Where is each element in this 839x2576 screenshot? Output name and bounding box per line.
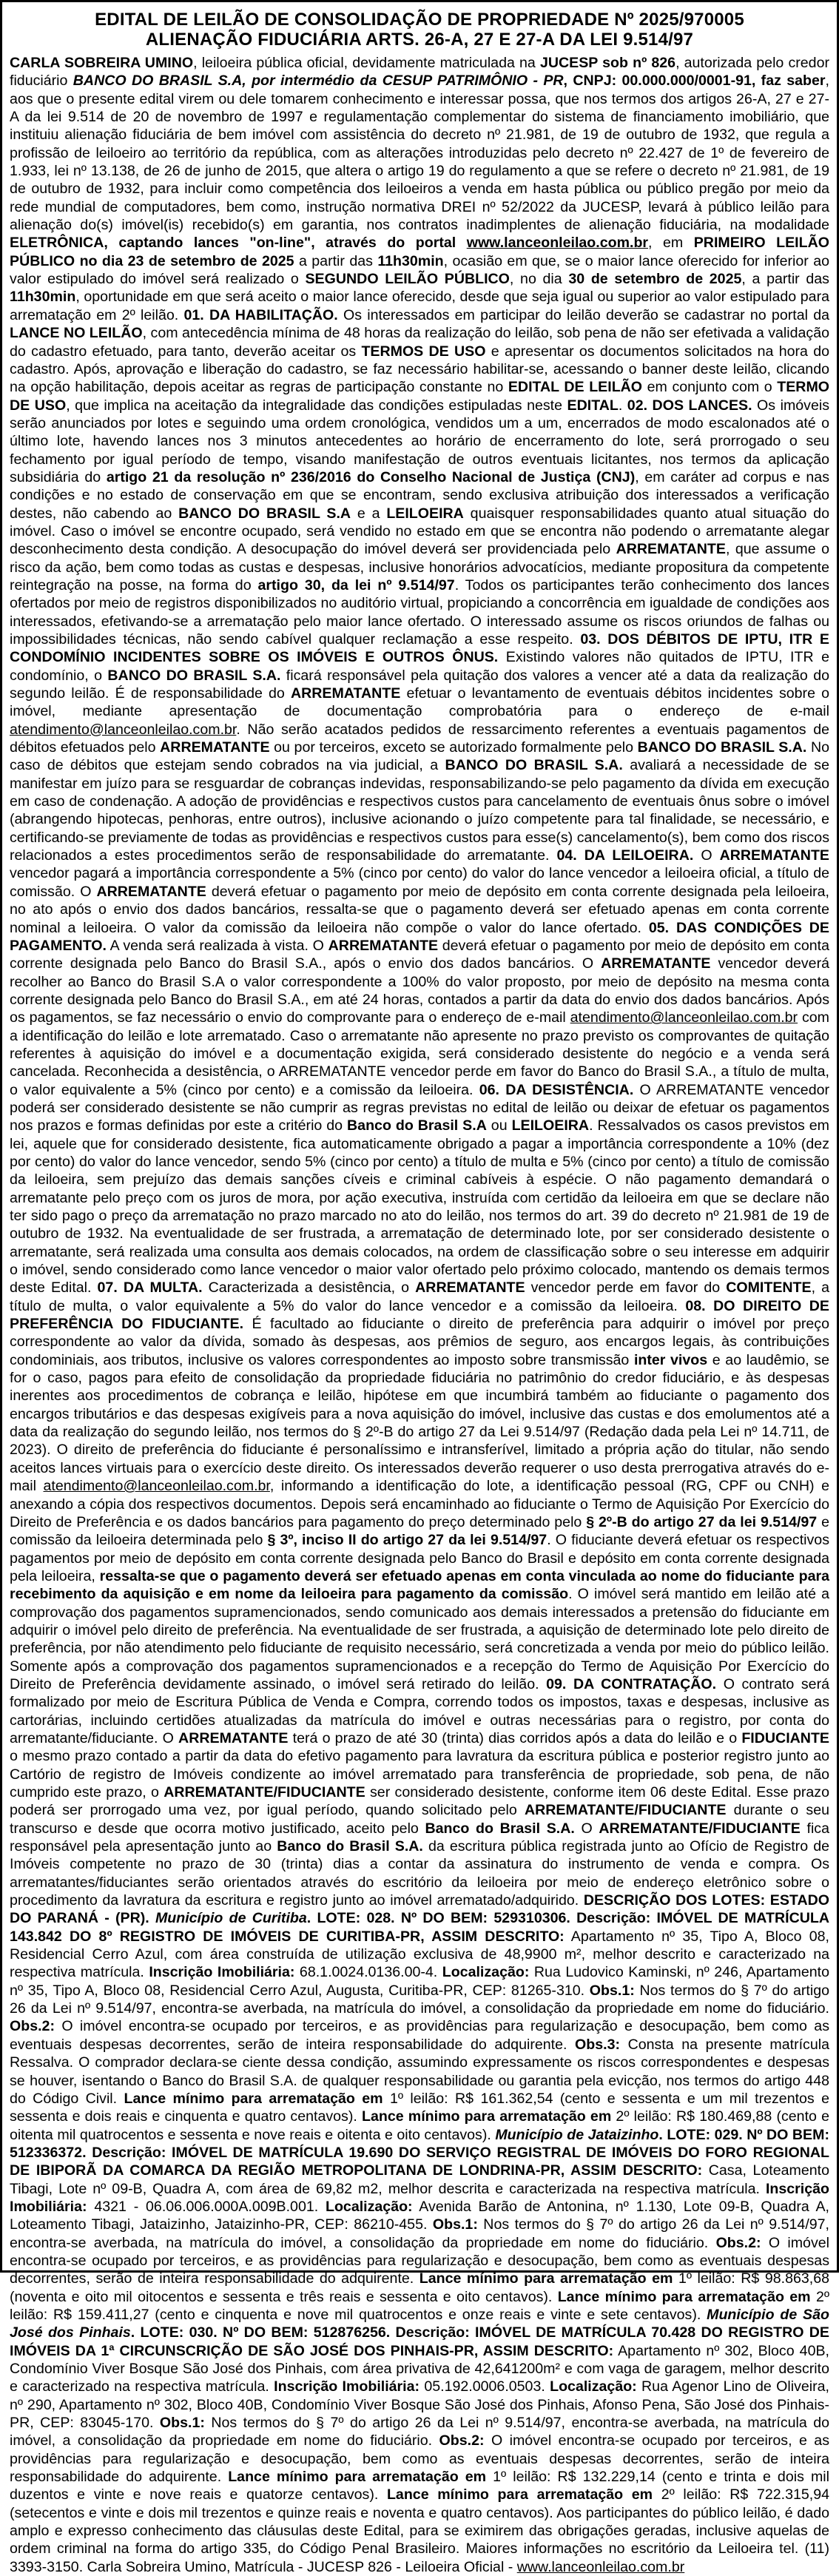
text-segment: O contrato será formalizado por meio de Escritura Pública de Venda e Compra, correndo todos os impostos, taxas e despesas, inclusive as cartorárias, incluindo certidões atualizadas da matrícula do imóvel e outras necessárias para o registro, por conta do arrematante/fiduciante. O [10,1675,830,1746]
text-segment: , com antecedência mínima de 48 horas da realização do leilão, sob pena de não ser efetivada a validação do cadastro efetuado, para tanto, deverão aceitar os [10,325,829,360]
bold-term: Obs.1: [432,2216,478,2233]
section-desistencia: 06. DA DESISTÊNCIA. [479,1081,634,1098]
text-segment: . Ressalvados os casos previstos em lei, aquele que for considerado desistente, fica automaticamente obrigado a pagar a importância correspondente a 10% (dez por cento) do valor do lance vencedor, sendo 5% (cinco por cento) a título de multa e 5% (cinco por cento) a título de comissão da leiloeira, sem prejuízo das demais sanções cíveis e criminal cabíveis à espécie. O não pagamento demandará o arrematante pelo preço com os juros de mora, por ação executiva, instruída com certidão da leiloeira em que se declare não ter sido pago o preço da arrematação no prazo marcado no ato do leilão, nos termos do art. 39 do decreto nº 21.981 de 19 de outubro de 1932. Na eventualidade de ser frustrada, a arrematação de determinado lote, por ser considerado desistente o arrematante, será realizada uma consulta aos demais colocados, na ordem de classificação sobre o seu interesse em adquirir o imóvel, sendo considerado como lance vencedor o maior valor ofertado pelo próximo colocado, mantendo os demais termos deste Edital. [10,1117,829,1297]
text-segment: Nos termos do § 7º do artigo 26 da Lei nº 9.514/97, encontra-se averbada, na matrícula do imóvel, a consolidação da propriedade em nome do fiduciário. [10,1982,829,2017]
bold-term: Obs.1: [589,1982,635,1999]
bold-term: Localização: [442,1964,530,1981]
text-segment: O [574,1820,599,1837]
text-segment: vencedor perde em favor do [525,1279,727,1297]
bold-term: ARREMATANTE/FIDUCIANTE [524,1802,727,1819]
bold-term: Lance mínimo para arrematação em [386,2486,653,2503]
jucesp-registration: JUCESP sob nº 826 [539,55,676,71]
text-segment: O imóvel encontra-se ocupado por terceiros, e as providências para regularização e desocupação, bem como as eventuais despesas decorrentes, serão de inteira responsabilidade do adquirente. [10,2234,830,2287]
text-segment: Consta na presente matrícula Ressalva. O comprador declara-se ciente dessa condição, assumindo expressamente os riscos correspondentes e despesas se houver, isentando o Banco do Brasil S.A. de qualquer responsabilidade ou garantia pela evicção, nos termos do artigo 448 do Código Civil. [10,2036,830,2107]
bold-term: ARREMATANTE [96,883,206,900]
text-segment: , no dia [509,271,569,288]
bold-term: Lance mínimo para arrematação em [419,2270,673,2287]
edital-title [10,10,829,50]
text-segment: e apresentar os documentos solicitados na hora do cadastro. Após, aprovação e liberação do cadastro, se faz necessário habilitar-se, acessando o banner deste leilão, clicando na opção habilitação, depois aceitar as regras de participação constante no [10,343,830,396]
bold-term: ARREMATANTE/FIDUCIANTE [164,1784,365,1800]
bold-term: EDITAL DE LEILÃO [508,379,643,396]
text-segment: Os imóveis serão anunciados por lotes e seguindo uma ordem cronológica, vendidos um a um, encerrados de modo escalonados até o último lote, havendo lances nos 3 minutos antecedentes ao horário de encerramento do lote, será prorrogado o seu fechamento por igual período de tempo, visando manifestação de outros eventuais licitantes, nos termos da aplicação subsidiária do [10,397,830,485]
lote-028-lance-2: 2º leilão: R$ 180.469,88 (cento e oitenta mil quatrocentos e sessenta e nove reais e oitenta e oito centavos). [10,2108,829,2143]
text-segment: , que implica na aceitação da integralidade das condições estipuladas neste [66,397,567,414]
bold-term: COMITENTE [726,1279,812,1297]
bold-term: TERMO DE USO [10,379,830,414]
section-contratacao: 09. DA CONTRATAÇÃO. [546,1675,717,1692]
bold-term: Obs.2: [715,2234,761,2251]
bold-term: TERMOS DE USO [361,343,486,360]
bold-term: Lance mínimo para arrematação em [557,2288,811,2305]
email-link[interactable]: atendimento@lanceonleilao.com.br [570,1009,798,1026]
bold-term: Inscrição Imobiliária: [149,1964,295,1981]
text-segment: Avenida Barão de Antonina, nº 1.130, Lote 09-B, Quadra A, Loteamento Tibagi, Jataizinho, Jataizinho-PR, CEP: 86210-455. [10,2198,829,2233]
bold-term: artigo 21 da resolução nº 236/2016 do Conselho Nacional de Justiça (CNJ) [106,468,636,485]
edital-body [10,54,829,2576]
text-segment: Rua Ludovico Kaminski, nº 246, Apartamento nº 35, Tipo A, Bloco 08, Residencial Cerro Azul, Augusta, Curitiba-PR, CEP: 81265-310. [10,1964,829,1999]
text-segment: Nos termos do § 7º do artigo 26 da Lei nº 9.514/97, encontra-se averbada, na matrícula do imóvel, a consolidação da propriedade em nome do fiduciário. [10,2415,830,2449]
lote-029-header: . LOTE: 029. Nº DO BEM: 512336372. Descrição: IMÓVEL DE MATRÍCULA 19.690 DO SERVIÇO REGISTRAL DE IMÓVEIS DO FORO REGIONAL DE IBIPORÃ DA COMARCA DA REGIÃO METROPOLITANA DE LONDRINA-PR, ASSIM DESCRITO: [10,2126,829,2179]
bold-term: ARREMATANTE [616,541,726,558]
text-segment: O imóvel encontra-se ocupado por terceiros, e as providências para regularização e desocupação, bem como as eventuais despesas decorrentes, serão de inteira responsabilidade do adquirente. [10,2432,830,2486]
text-segment: Casa, Loteamento Tibagi, Lote nº 09-B, Quadra A, com área de 69,82 m2, melhor descrita e caracterizada na respectiva matrícula. [10,2162,829,2197]
text-segment: terá o prazo de até 30 (trinta) dias corridos após a data do leilão e o [288,1729,742,1746]
text-segment: em conjunto com o [642,379,778,396]
text-segment: O ARREMATANTE vencedor poderá ser considerado desistente se não cumprir as regras previstas no edital de leilão ou deixar de efetuar os pagamentos nos prazos e formas definidas por este a critério do [10,1081,830,1134]
bold-term: Obs.1: [159,2415,205,2432]
bold-term: BANCO DO BRASIL S.A. [107,667,281,684]
bold-term: EDITAL [567,397,619,414]
text-segment: vencedor deverá recolher ao Banco do Brasil S.A o valor correspondente a 100% do valor proposto, por meio de depósito na mesma conta corrente designada pelo Banco do Brasil S.A., em até 24 horas, contados a partir da data do envio dos dados bancários. Após os pagamentos, se faz necessário o envio do comprovante para o endereço de e-mail [10,955,829,1026]
bold-term: Lance mínimo para arrematação em [124,2090,383,2107]
text-segment: a partir das [294,252,378,269]
text-segment: ou por terceiros, exceto se autorizado formalmente pelo [269,739,638,756]
bold-term: Lance mínimo para arrematação em [362,2108,612,2125]
text-segment: . [618,397,627,414]
bold-term: ressalta-se que o pagamento deverá ser efetuado apenas em conta vinculada ao nome do fiduciante para recebimento da aquisição e em nome da leiloeira para pagamento da comissão [10,1567,829,1603]
text-segment: , ocasião em que, se o maior lance oferecido for inferior ao valor estipulado do imóvel será realizado o [10,252,830,288]
footer-website-link[interactable]: www.lanceonleilao.com.br [516,2558,685,2575]
text-segment: , oportunidade em que será aceito o maior lance oferecido, desde que seja igual ou superior ao valor estipulado para arrematação em 2º leilão. [10,289,829,323]
bold-term: Inscrição Imobiliária: [10,2180,829,2215]
bold-term: ARREMATANTE/FIDUCIANTE [599,1820,801,1837]
text-segment: A venda será realizada à vista. O [107,937,328,954]
text-segment: ficará responsável pela quitação dos valores a vencer até a data da realização do segundo leilão. É de responsabilidade do [10,667,830,702]
text-segment: fica responsável pela apresentação junto ao [10,1820,829,1855]
lote-030-lance-2: 2º leilão: R$ 722.315,94 (setecentos e vinte e dois mil trezentos e quinze reais e noventa e quatro centavos). Aos participantes do público leilão, é dado amplo e expresso conhecimento das cláusulas deste Edital, para se eximirem das obrigações geradas, inclusive aquelas de ordem criminal na forma do artigo 335, do Código Penal Brasileiro. Maiores informações no escritório da Leiloeira tel. (11) 3393-3150. Carla Sobreira Umino, Matrícula - JUCESP 826 - Leiloeira Oficial - [10,2486,830,2575]
text-segment: 68.1.0024.0136.00-4. [294,1964,442,1981]
segundo-leilao-time: 11h30min [10,289,76,306]
bold-term: LEILOEIRA [511,1117,590,1134]
section-multa: 07. DA MULTA. [97,1279,203,1297]
text-segment: O imóvel encontra-se ocupado por terceiros, e as providências para regularização e desocupação, bem como as eventuais despesas decorrentes, serão de inteira responsabilidade do adquirente. [10,2018,829,2053]
edital-text [10,54,829,2576]
segundo-leilao-label: SEGUNDO LEILÃO PÚBLICO [305,271,510,288]
text-segment: Nos termos do § 7º do artigo 26 da Lei nº 9.514/97, encontra-se averbada, na matrícula do imóvel, a consolidação da propriedade em nome do fiduciário. [10,2216,829,2251]
text-segment: vencedor pagará a importância correspondente a 5% (cinco por cento) do valor do lance vencedor a leiloeira oficial, a título de comissão. O [10,865,829,900]
text-segment: 4321 - 06.06.006.000A.009B.001. [87,2198,326,2215]
primeiro-leilao-date: PRIMEIRO LEILÃO PÚBLICO no dia 23 de setembro de 2025 [10,235,829,269]
modalidade: ELETRÔNICA, captando lances "on-line", através do portal [10,235,467,252]
text-segment: ser considerado desistente, conforme item 06 deste Edital. Esse prazo poderá ser prorrogado uma vez, por igual período, quando solicitado pelo [10,1784,829,1819]
bold-term: § 2º-B do artigo 27 da lei 9.514/97 [586,1513,818,1530]
bold-term: ARREMATANTE [290,685,401,702]
text-segment: Caracterizada a desistência, o [202,1279,416,1297]
lote-028-lance-1: 1º leilão: R$ 161.362,54 (cento e sessenta e um mil trezentos e sessenta e dois reais e cinquenta e quatro centavos). [10,2090,830,2125]
bold-term: FIDUCIANTE [741,1729,829,1746]
bold-term: § 3º, inciso II do artigo 27 da lei 9.514/97 [267,1532,547,1549]
municipio-jataizinho: Município de Jataizinho [495,2126,659,2143]
text-segment: . O fiduciante deverá efetuar os respectivos pagamentos por meio de depósito em conta corrente designada pelo Banco do Brasil e depósito em conta corrente designada pela leiloeira, [10,1532,829,1584]
bold-term: Lance mínimo para arrematação em [228,2469,487,2486]
lote-028-header: . LOTE: 028. Nº DO BEM: 529310306. Descrição: IMÓVEL DE MATRÍCULA 143.842 DO 8º REGISTRO DE IMÓVEIS DE CURITIBA-PR, ASSIM DESCRITO: [10,1910,829,1945]
bold-term: Banco do Brasil S.A. [277,1838,423,1855]
bold-term: BANCO DO BRASIL S.A. [637,739,807,756]
section-lances: 02. DOS LANCES. [627,397,752,414]
bold-term: ARREMATANTE [415,1279,525,1297]
lote-030-header: . LOTE: 030. Nº DO BEM: 512876256. Descrição: IMÓVEL DE MATRÍCULA 70.428 DO REGISTRO DE IMÓVEIS DA 1ª CIRCUNSCRIÇÃO DE SÃO JOSÉ DOS PINHAIS-PR, ASSIM DESCRITO: [10,2324,829,2359]
text-segment: . Todos os participantes terão conhecimento dos lances ofertados por meio de registros disponibilizados no auditório virtual, propiciando a concorrência em igualdade de condições aos interessados, efetivando-se a arrematação pelo maior lance ofertado. O interessado assume os riscos oriundos de falhas ou impossibilidades técnicas, não sendo cabível qualquer reclamação a esse respeito. [10,576,829,648]
title-line-2: ALIENAÇÃO FIDUCIÁRIA ARTS. 26-A, 27 E 27-A DA LEI 9.514/97 [145,30,694,50]
bold-term: LEILOEIRA [386,505,464,522]
portal-link[interactable]: www.lanceonleilao.com.br [466,235,649,252]
bold-term: BANCO DO BRASIL S.A. [445,757,623,774]
text-segment: , que assume o risco da ação, bem como todas as custas e despesas, inclusive honorários advocatícios, mediante propositura da competente reintegração na posse, na forma do [10,541,829,593]
bold-term: Banco do Brasil S.A. [425,1820,575,1837]
section-debitos: 03. DOS DÉBITOS DE IPTU, ITR E CONDOMÍNIO INCIDENTES SOBRE OS IMÓVEIS E OUTROS ÔNUS. [10,631,829,666]
text-segment: e ao laudêmio, se for o caso, pagos para efeito de consolidação da propriedade fiduciária no patrimônio do credor fiduciário, e às despesas inerentes aos procedimentos de cobrança e leilão, hipótese em que incumbirá também ao fiduciante o pagamento dos encargos tributários e das despesas exigíveis para a nova aquisição do imóvel, inclusive das custas e dos emolumentos até a data da realização do segundo leilão, nos termos do § 2º-B do artigo 27 da Lei 9.514/97 (Redação dada pela Lei nº 14.711, de 2023). O direito de preferência do fiduciante é personalíssimo e intransferível, limitado a própria ação do titular, não sendo aceitos lances virtuais para o exercício deste direito. Os interessados deverão requerer o uso desta prerrogativa através do e-mail [10,1351,829,1495]
text-segment: Existindo valores não quitados de IPTU, ITR e condomínio, o [10,649,829,684]
text-segment: Os interessados em participar do leilão deverão se cadastrar no portal da [337,306,829,323]
text-segment: Apartamento nº 35, Tipo A, Bloco 08, Residencial Cerro Azul, com área construída de utilização exclusiva de 48,9900 m², melhor descrito e caracterizado na respectiva matrícula. [10,1928,829,1981]
text-segment: . O imóvel será mantido em leilão até a comprovação dos pagamentos supramencionados, sendo comunicado aos demais interessados a pretensão do fiduciante em adquirir o imóvel pelo direito de preferência. Na eventualidade de ser frustrada, a aquisição de determinado lote pelo direito de preferência, por não atendimento pelo fiduciante de requisito necessário, será concretizada a venda por meio do público leilão. Somente após a comprovação dos pagamentos supramencionados e a recepção do Termo de Aquisição Por Exercício do Direito de Preferência devidamente assinado, o imóvel será retirado do leilão. [10,1586,829,1692]
text-segment: com a identificação do leilão e lote arrematado. Caso o arrematante não apresente no prazo previsto os comprovantes de quitação referentes à aquisição do imóvel e a documentação exigida, será considerado desistente do negócio e a venda será cancelada. Reconhecida a desistência, o ARREMATANTE vencedor perde em favor do Banco do Brasil S.A., a título de multa, o valor equivalente a 5% (cinco por cento) e a comissão da leiloeira. [10,1009,829,1098]
section-pagamento: 05. DAS CONDIÇÕES DE PAGAMENTO. [10,919,829,954]
text-segment: ou [486,1117,512,1134]
text-segment: , leiloeira pública oficial, devidamente matriculada na [193,55,540,71]
text-segment: e comissão da leiloeira determinada pelo [10,1513,830,1549]
cesup-name: , por intermédio da CESUP PATRIMÔNIO - PR [242,73,564,90]
bold-term: Obs.2: [439,2432,485,2449]
cnpj: , CNPJ: 00.000.000/0001-91, faz saber [563,73,826,90]
municipio-sao-jose-dos-pinhais: Município de São José dos Pinhais [10,2306,829,2341]
text-segment: , em caráter ad corpus e nas condições e no estado de conservação em que se encontram, sendo exclusiva atribuição dos interessados a verificação destes, não cabendo ao [10,468,829,522]
text-segment: Rua Agenor Lino de Oliveira, nº 290, Apartamento nº 302, Bloco 40B, Condomínio Viver Bosque São José dos Pinhais, Afonso Pena, São José dos Pinhais-PR, CEP: 83045-170. [10,2378,829,2432]
text-segment: , autorizada pelo credor fiduciário [10,55,829,90]
credor-name: BANCO DO BRASIL S.A [73,73,243,90]
section-habilitacao: 01. DA HABILITAÇÃO. [183,306,338,323]
text-segment: da escritura pública registrada junto ao Ofício de Registro de Imóveis competente no prazo de 30 (trinta) dias a contar da assinatura do instrumento de venda e compra. Os arrematantes/fiduciantes serão orientados através do escritório da leiloeira por meio de endereço eletrônico sobre o procedimento da lavratura da escritura e registro junto ao imóvel arrematado/adquirido. [10,1838,829,1909]
leiloeira-name: CARLA SOBREIRA UMINO [10,55,194,71]
text-segment: quaisquer responsabilidades quanto atual situação do imóvel. Caso o imóvel se encontre ocupado, será vendido no estado em que se encontra não podendo o arrematante alegar desconhecimento desta condição. A desocupação do imóvel deverá ser providenciada pelo [10,505,829,558]
text-segment: deverá efetuar o pagamento por meio de depósito em conta corrente designada pelo Banco do Brasil S.A., após o envio dos dados bancários. O [10,937,829,972]
email-link[interactable]: atendimento@lanceonleilao.com.br [43,1478,270,1495]
lote-029-lance-2: 2º leilão: R$ 159.411,27 (cento e cinquenta e nove mil quatrocentos e onze reais e vinte e sete centavos). [10,2288,830,2323]
bold-term: artigo 30, da lei nº 9.514/97 [257,576,455,593]
text-segment: e a [351,505,387,522]
text-segment: efetuar o levantamento de eventuais débitos incidentes sobre o imóvel, mediante apresentação de documentação comprobatória para o endereço de e-mail [10,685,829,720]
text-segment: O [693,847,720,864]
lote-030-lance-1: 1º leilão: R$ 132.229,14 (cento e trinta e dois mil duzentos e vinte e nove reais e quatorze centavos). [10,2469,829,2503]
text-segment: É facultado ao fiduciante o direito de preferência para adquirir o imóvel por preço correspondente ao valor da dívida, somado às despesas, aos prêmios de seguro, aos encargos legais, às contribuições condominiais, aos tributos, inclusive os valores correspondentes ao imposto sobre transmissão [10,1316,830,1368]
bold-term: Localização: [325,2198,413,2215]
text-segment: 05.192.0006.0503. [420,2378,550,2395]
text-segment: , a partir das [741,271,829,288]
bold-term: BANCO DO BRASIL S.A [178,505,351,522]
text-segment: Apartamento nº 302, Bloco 40B, Condomínio Viver Bosque São José dos Pinhais, com área privativa de 42,641200m² e com vaga de garagem, melhor descrito e caracterizado na respectiva matrícula. [10,2342,829,2395]
text-segment: deverá efetuar o pagamento por meio de depósito em conta corrente designada pela leiloeira, no ato após o envio dos dados bancários, ressalta-se que o pagamento deverá ser efetuado apenas em conta corrente nominal a leiloeira. O valor da comissão da leiloeira não compõe o valor do lance ofertado. [10,883,829,936]
text-segment: durante o seu transcurso e desde que ocorra motivo justificado, aceito pelo [10,1802,829,1837]
bold-term: ARREMATANTE [160,739,270,756]
bold-term: inter vivos [633,1351,708,1368]
text-segment: , em [648,235,694,252]
bold-term: ARREMATANTE [601,955,711,972]
text-segment: . Não serão acatados pedidos de ressarcimento referentes a eventuais pagamentos de débitos efetuados pelo [10,721,829,756]
text-segment: , a título de multa, o valor equivalente a 5% do valor do lance vencedor e a comissão da leiloeira. [10,1279,830,1314]
municipio-curitiba: Município de Curitiba [149,1910,307,1927]
segundo-leilao-date: 30 de setembro de 2025 [568,271,742,288]
section-lotes: DESCRIÇÃO DOS LOTES: ESTADO DO PARANÁ - (PR). [10,1892,829,1927]
bold-term: Banco do Brasil S.A [347,1117,487,1134]
bold-term: LANCE NO LEILÃO [10,325,143,342]
section-leiloeira: 04. DA LEILOEIRA. [556,847,694,864]
email-link[interactable]: atendimento@lanceonleilao.com.br [10,721,237,738]
text-segment: o mesmo prazo contado a partir da data do efetivo pagamento para lavratura da escritura pública e posterior registro junto ao Cartório de registro de Imóveis condizente ao imóvel arrematado para transferência de propriedade, sob pena, de não cumprido este prazo, o [10,1748,829,1800]
bold-term: ARREMATANTE [178,1729,289,1746]
text-segment: avaliará a necessidade de se manifestar em juízo para se resguardar de cobranças indevidas, responsabilizando-se pelo pagamento da dívida em execução em caso de condenação. A adoção de providências e respectivos custos para cancelamento de eventuais ônus sobre o imóvel (abrangendo hipotecas, penhoras, entre outros), inclusive acionando o juízo competente para tal finalidade, se necessário, e certificando-se previamente de todas as providências e respectivos custos para esse(s) cancelamento(s), bem como dos riscos relacionados a estes procedimentos serão de responsabilidade do arrematante. [10,757,829,864]
text-segment: , aos que o presente edital virem ou dele tomarem conhecimento e interessar possa, que nos termos dos artigos 26-A, 27 e 27-A da lei 9.514 de 20 de novembro de 1997 e regulamentação complementar do sistema de financiamento imobiliário, que instituiu alienação fiduciária de bem imóvel com assistência do decreto nº 21.981, de 19 de outubro de 1932, que regula a profissão de leiloeiro ao território da república, com as alterações introduzidas pelo decreto nº 22.427 de 1º de fevereiro de 1.933, lei nº 13.138, de 26 de junho de 2015, que altera o artigo 19 do regulamento a que se refere o decreto nº 21.981, de 19 de outubro de 1932, para incluir como competência dos leiloeiros a venda em hasta pública ou público pregão por meio da rede mundial de computadores, bem como, instrução normativa DREI nº 52/2022 da JUCESP, levará à público leilão para alienação do(s) imóvel(is) recebido(s) em garantia, nos contratos inadimplentes de alienação fiduciária, na modalidade [10,73,829,234]
lote-029-lance-1: 1º leilão: R$ 98.863,68 (noventa e oito mil oitocentos e sessenta e três reais e sessenta e oito centavos). [10,2270,830,2305]
text-segment: , informando a identificação do lote, a identificação pessoal (RG, CPF ou CNH) e anexando a cópia dos respectivos documentos. Depois será encaminhado ao fiduciante o Termo de Aquisição Por Exercício do Direito de Preferência e os dados bancários para pagamento do preço determinado pelo [10,1478,829,1530]
bold-term: ARREMATANTE [719,847,829,864]
section-preferencia: 08. DO DIREITO DE PREFERÊNCIA DO FIDUCIANTE. [10,1297,830,1333]
bold-term: Obs.2: [10,2018,55,2035]
bold-term: Inscrição Imobiliária: [274,2378,420,2395]
bold-term: ARREMATANTE [328,937,439,954]
bold-term: Localização: [550,2378,637,2395]
title-line-1: EDITAL DE LEILÃO DE CONSOLIDAÇÃO DE PROPRIEDADE Nº 2025/970005 [95,10,744,30]
bold-term: Obs.3: [575,2036,620,2053]
primeiro-leilao-time: 11h30min [377,252,444,269]
text-segment: No caso de débitos que estejam sendo cobrados na via judicial, a [10,739,830,774]
